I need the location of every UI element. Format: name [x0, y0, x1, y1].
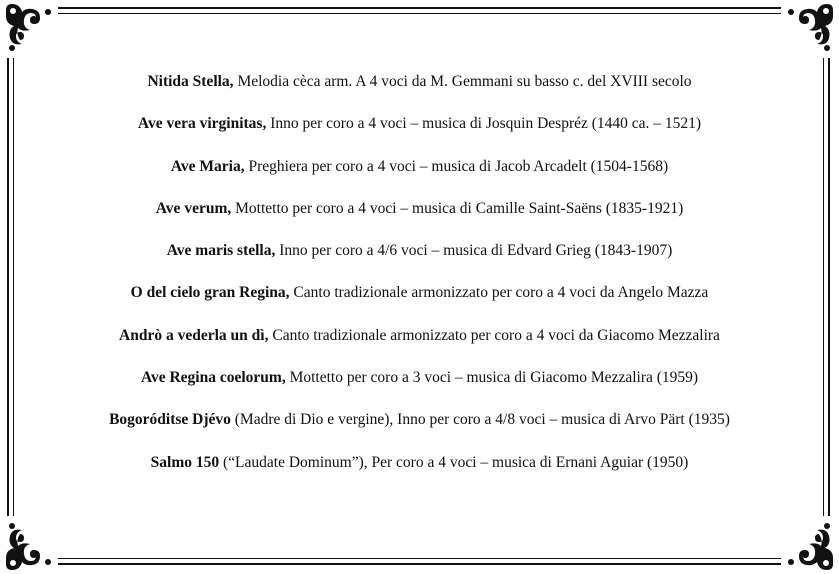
corner-ornament-icon: [0, 516, 58, 574]
piece-title: O del cielo gran Regina,: [130, 284, 290, 302]
piece-details: Inno per coro a 4 voci – musica di Josquin Despréz (1440 ca. – 1521): [266, 115, 702, 133]
program-item: [30, 410, 809, 452]
piece-title: Ave maris stella,: [166, 242, 276, 260]
piece-title: Salmo 150: [150, 453, 220, 471]
piece-details: Mottetto per coro a 4 voci – musica di Camille Saint-Saëns (1835-1921): [231, 199, 684, 217]
piece-title: Andrò a vederla un dì,: [119, 326, 269, 344]
program-item: [30, 241, 809, 283]
program-list: [30, 72, 809, 495]
piece-details: (Madre di Dio e vergine), Inno per coro a 4/8 voci – musica di Arvo Pärt (1935): [230, 411, 730, 429]
piece-title: Ave Regina coelorum,: [140, 369, 286, 387]
corner-ornament-icon: [781, 516, 839, 574]
program-item: [30, 283, 809, 325]
program-item: [30, 326, 809, 368]
piece-details: Melodia cèca arm. A 4 voci da M. Gemmani su basso c. del XVIII secolo: [233, 73, 692, 90]
piece-title: Ave Maria,: [170, 157, 245, 175]
piece-title: Bogoróditse Djévo: [109, 411, 231, 429]
program-item: [30, 199, 809, 241]
corner-ornament-icon: [781, 0, 839, 58]
piece-details: Preghiera per coro a 4 voci – musica di Jacob Arcadelt (1504-1568): [244, 157, 669, 175]
corner-ornament-icon: [0, 0, 58, 58]
piece-title: Ave verum,: [155, 199, 232, 217]
piece-details: Inno per coro a 4/6 voci – musica di Edvard Grieg (1843-1907): [275, 242, 673, 260]
program-item: [30, 157, 809, 199]
program-item: [30, 453, 809, 495]
piece-details: Canto tradizionale armonizzato per coro a 4 voci da Giacomo Mezzalira: [268, 326, 720, 344]
piece-details: Canto tradizionale armonizzato per coro a 4 voci da Angelo Mazza: [289, 284, 709, 302]
program-item: [30, 72, 809, 114]
piece-details: (“Laudate Dominum”), Per coro a 4 voci – musica di Ernani Aguiar (1950): [219, 453, 689, 471]
piece-title: Nitida Stella,: [147, 73, 234, 90]
program-item: [30, 368, 809, 410]
piece-title: Ave vera virginitas,: [137, 115, 267, 133]
program-item: [30, 114, 809, 156]
piece-details: Mottetto per coro a 3 voci – musica di Giacomo Mezzalira (1959): [285, 369, 699, 387]
